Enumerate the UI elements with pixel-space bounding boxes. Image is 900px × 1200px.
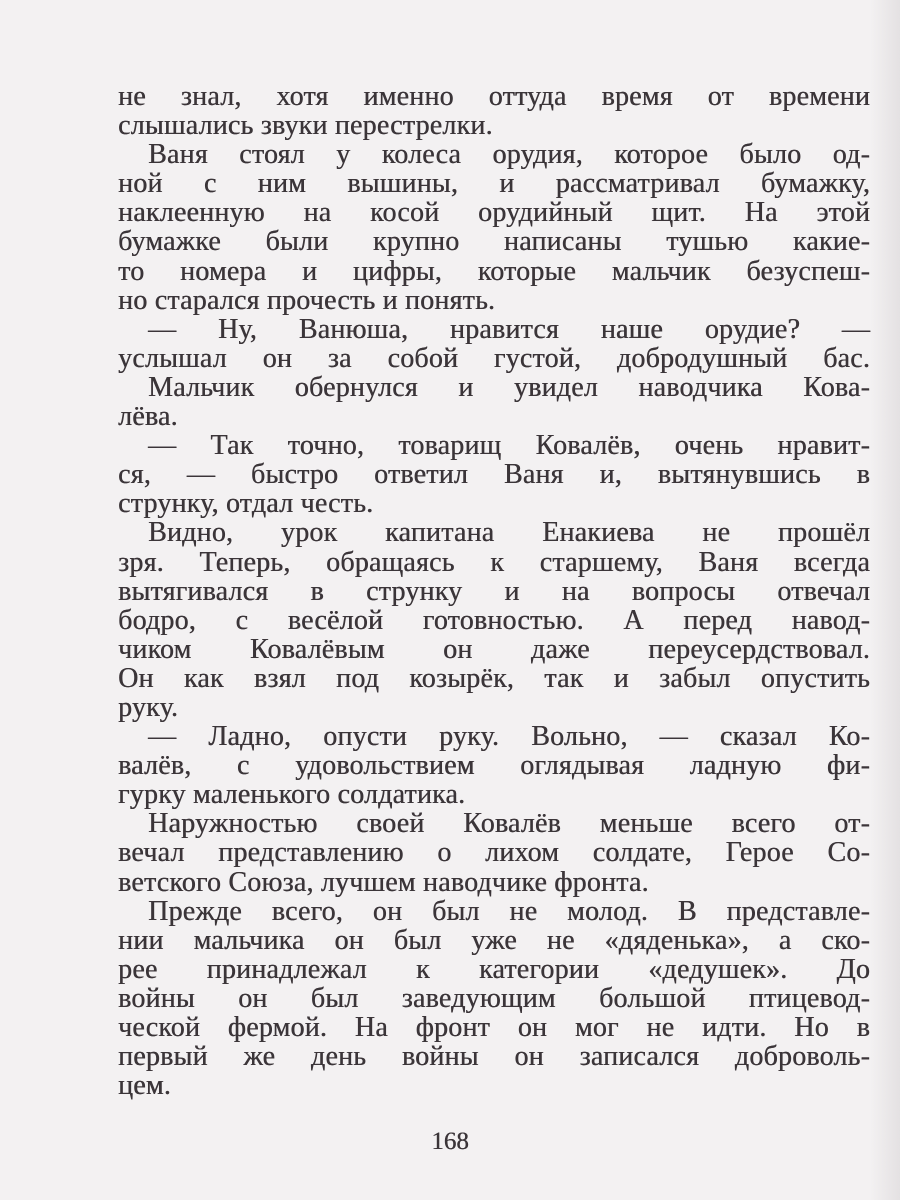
text-line: — Ну, Ванюша, нравится наше орудие? — xyxy=(148,313,870,345)
text-line: вытягивался в струнку и на вопросы отвечал xyxy=(118,575,870,607)
text-line: Прежде всего, он был не молод. В представле- xyxy=(148,895,870,927)
text-line: зря. Теперь, обращаясь к старшему, Ваня всегда xyxy=(118,546,870,578)
text-line: ной с ним вышины, и рассматривал бумажку, xyxy=(118,168,870,200)
text-line: Ваня стоял у колеса орудия, которое было од- xyxy=(148,139,870,171)
text-line: цем. xyxy=(118,1070,171,1102)
text-line: войны он был заведующим большой птицевод- xyxy=(118,982,870,1014)
text-line: лёва. xyxy=(118,401,178,433)
text-line: первый же день войны он записался доброволь- xyxy=(118,1041,870,1073)
text-line: Видно, урок капитана Енакиева не прошёл xyxy=(148,517,870,549)
text-line: нии мальчика он был уже не «дяденька», а ско- xyxy=(118,924,870,956)
page-edge-shadow xyxy=(870,0,900,1200)
page-number: 168 xyxy=(431,1128,469,1155)
text-line: но старался прочесть и понять. xyxy=(118,284,496,316)
text-line: ветского Союза, лучшем наводчике фронта. xyxy=(118,866,649,898)
text-line: наклеенную на косой орудийный щит. На этой xyxy=(118,197,870,229)
text-line: Он как взял под козырёк, так и забыл опустить xyxy=(118,662,870,694)
page-body-text xyxy=(118,82,870,1100)
text-line: чиком Ковалёвым он даже переусердствовал. xyxy=(118,633,870,665)
text-line: — Ладно, опусти руку. Вольно, — сказал Ко- xyxy=(148,721,870,753)
text-line: то номера и цифры, которые мальчик безуспеш- xyxy=(118,255,870,287)
text-line: гурку маленького солдатика. xyxy=(118,779,466,811)
text-line: Наружностью своей Ковалёв меньше всего от- xyxy=(148,808,870,840)
text-line: струнку, отдал честь. xyxy=(118,488,374,520)
text-line: слышались звуки перестрелки. xyxy=(118,110,493,142)
text-line: ся, — быстро ответил Ваня и, вытянувшись в xyxy=(118,459,870,491)
text-line: бодро, с весёлой готовностью. А перед навод- xyxy=(118,604,870,636)
text-line: услышал он за собой густой, добродушный бас. xyxy=(118,342,870,374)
text-line: — Так точно, товарищ Ковалёв, очень нравит- xyxy=(148,430,870,462)
text-line: ческой фермой. На фронт он мог не идти. Но в xyxy=(118,1012,870,1043)
text-line: валёв, с удовольствием оглядывая ладную фи- xyxy=(118,750,870,782)
text-line: бумажке были крупно написаны тушью какие- xyxy=(118,226,870,258)
text-line: не знал, хотя именно оттуда время от времени xyxy=(118,81,870,112)
text-line: Мальчик обернулся и увидел наводчика Кова- xyxy=(148,371,870,403)
text-line: руку. xyxy=(118,691,179,723)
text-line: рее принадлежал к категории «дедушек». До xyxy=(118,953,870,985)
text-line: вечал представлению о лихом солдате, Герое Со- xyxy=(118,837,870,869)
